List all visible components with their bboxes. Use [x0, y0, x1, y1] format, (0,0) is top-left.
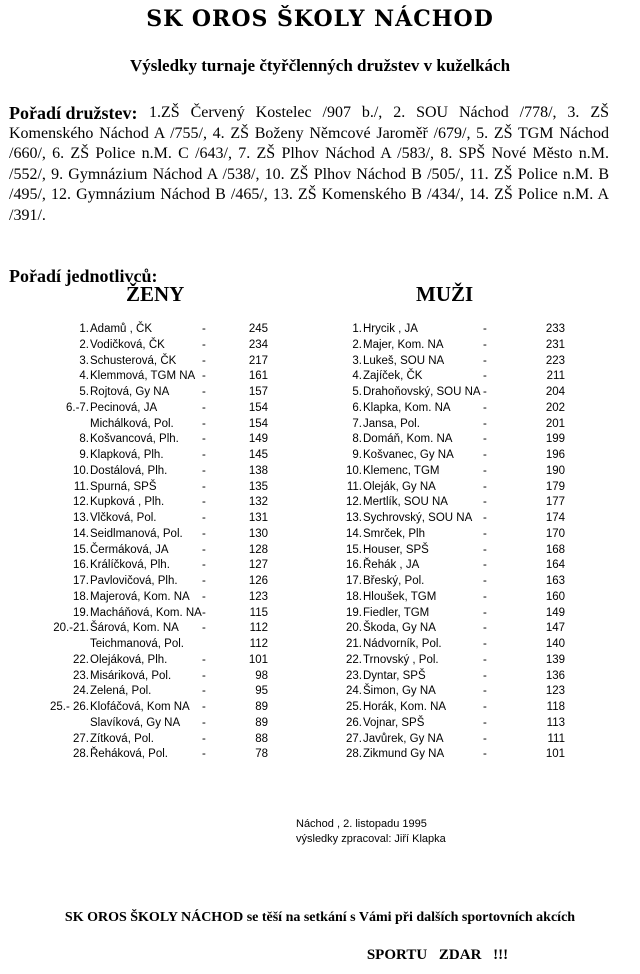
result-rank: 14. [346, 527, 362, 540]
result-score: 140 [545, 638, 565, 650]
result-dash: - [202, 480, 206, 493]
result-rank: 19. [73, 606, 89, 619]
result-score: 138 [248, 464, 268, 477]
result-rank: 2. [352, 338, 362, 351]
result-name: Košvanec, Gy NA [363, 449, 454, 461]
result-row [0, 606, 320, 621]
individuals-ranking-label: Pořadí jednotlivců: [9, 266, 158, 286]
result-dash: - [202, 716, 206, 729]
result-score: 135 [248, 480, 268, 493]
result-name: Spurná, SPŠ [90, 480, 157, 493]
result-dash: - [202, 417, 206, 430]
result-dash: - [202, 433, 206, 446]
result-row [320, 590, 640, 605]
result-name: Králíčková, Plh. [90, 559, 170, 572]
result-name: Škoda, Gy NA [363, 622, 436, 635]
result-row [320, 558, 640, 573]
result-score: 199 [545, 433, 565, 446]
result-rank: 10. [346, 464, 362, 477]
result-score: 177 [545, 496, 565, 509]
result-row [0, 574, 320, 589]
result-dash: - [483, 496, 487, 509]
result-dash: - [202, 653, 206, 666]
result-dash: - [202, 401, 206, 414]
result-dash: - [202, 370, 206, 383]
result-name: Dostálová, Plh. [90, 464, 168, 477]
result-row [0, 495, 320, 510]
result-rank: 13. [346, 512, 362, 524]
result-rank: 12. [346, 496, 362, 509]
result-dash: - [483, 606, 487, 619]
result-dash: - [483, 732, 487, 745]
men-results-list [320, 322, 640, 772]
result-row [320, 401, 640, 416]
result-name: Trnovský , Pol. [363, 653, 439, 666]
result-score: 196 [545, 449, 565, 461]
result-rank: 8. [352, 433, 362, 446]
result-rank: 22. [346, 653, 362, 666]
result-row [320, 543, 640, 558]
result-name: Majer, Kom. NA [363, 338, 444, 351]
result-row [0, 480, 320, 495]
teams-ranking-label: Pořadí družstev: [9, 103, 138, 123]
result-dash: - [483, 464, 487, 477]
result-score: 139 [545, 653, 565, 666]
result-name: Vodičková, ČK [90, 338, 165, 351]
result-name: Hloušek, TGM [363, 590, 437, 603]
result-name: Nádvorník, Pol. [363, 638, 442, 650]
result-name: Seidlmanová, Pol. [90, 527, 183, 540]
result-row [0, 590, 320, 605]
result-rank: 5. [79, 386, 89, 398]
result-score: 202 [545, 401, 565, 414]
closing-invitation: SK OROS ŠKOLY NÁCHOD se těší na setkání s Vámi při dalších sportovních akcích [64, 910, 576, 925]
result-score: 115 [249, 606, 268, 619]
result-rank: 4. [352, 370, 362, 383]
result-dash: - [483, 370, 487, 383]
result-name: Schusterová, ČK [90, 354, 177, 367]
result-score: 164 [545, 559, 565, 572]
result-name: Sychrovský, SOU NA [363, 512, 473, 524]
result-score: 168 [545, 543, 565, 556]
result-rank: 11. [346, 480, 362, 493]
result-name: Vlčková, Pol. [90, 512, 157, 524]
result-score: 170 [545, 527, 565, 540]
result-score: 223 [545, 354, 565, 367]
result-name: Klapka, Kom. NA [363, 401, 451, 414]
result-score: 147 [545, 622, 565, 635]
result-dash: - [202, 748, 206, 761]
result-name: Řehák , JA [363, 559, 420, 572]
result-row [0, 511, 320, 526]
result-row [0, 747, 320, 762]
result-rank: 28. [73, 748, 89, 761]
result-rank: 17. [73, 575, 89, 587]
result-rank: 7. [352, 417, 362, 430]
result-rank: 8. [79, 433, 89, 446]
result-score: 217 [248, 354, 268, 367]
result-rank: 12. [73, 496, 89, 509]
result-dash: - [483, 622, 487, 635]
result-dash: - [202, 575, 206, 587]
result-score: 149 [545, 606, 565, 619]
teams-ranking-text: 1.ZŠ Červený Kostelec /907 b./, 2. SOU Náchod /778/, 3. ZŠ Komenského Náchod A /755/, 4. ZŠ Boženy Němcové Jaroměř /679/, 5. ZŠ TGM Náchod /660/, 6. ZŠ Police n.M. C /643/, 7. ZŠ Plhov Náchod A /583/, 8. SPŠ Nové Město n.M. /552/, 9. Gymnázium Náchod A /538/, 10. ZŠ Plhov Náchod B /505/, 11. ZŠ Police n.M. B /495/, 12. Gymnázium Náchod B /465/, 13. ZŠ Komenského B /434/, 14. ZŠ Police n.M. A /391/. [9, 104, 609, 224]
result-rank: 9. [352, 449, 362, 461]
result-dash: - [202, 543, 206, 556]
result-rank: 14. [73, 527, 89, 540]
result-row [0, 432, 320, 447]
result-name: Fiedler, TGM [363, 606, 430, 619]
result-row [320, 417, 640, 432]
result-score: 233 [545, 323, 565, 335]
result-dash: - [202, 590, 206, 603]
women-results-list [0, 322, 320, 772]
result-row [0, 700, 320, 715]
result-score: 89 [255, 701, 268, 713]
result-name: Smrček, Plh [363, 527, 425, 540]
result-row [0, 385, 320, 400]
result-rank: 6.-7. [65, 401, 89, 414]
result-score: 179 [545, 480, 565, 493]
result-dash: - [483, 669, 487, 682]
result-row [0, 464, 320, 479]
result-dash: - [483, 590, 487, 603]
result-dash: - [483, 559, 487, 572]
result-row [320, 621, 640, 636]
result-dash: - [483, 685, 487, 698]
result-dash: - [202, 338, 206, 351]
result-row [320, 700, 640, 715]
result-score: 154 [248, 401, 268, 414]
result-row [320, 716, 640, 731]
club-title: SK OROS ŠKOLY NÁCHOD [146, 6, 494, 32]
result-score: 112 [249, 622, 268, 635]
result-dash: - [202, 527, 206, 540]
result-row [320, 338, 640, 353]
result-name: Kupková , Plh. [90, 496, 165, 509]
result-score: 160 [545, 590, 565, 603]
result-row [320, 637, 640, 652]
result-name: Čermáková, JA [90, 543, 169, 556]
result-rank: 25. [346, 701, 362, 713]
result-score: 231 [545, 338, 565, 351]
result-row [320, 322, 640, 337]
result-dash: - [202, 464, 206, 477]
place-date: Náchod , 2. listopadu 1995 [296, 818, 427, 830]
result-rank: 6. [352, 401, 362, 414]
result-rank: 28. [346, 748, 362, 761]
result-row [0, 369, 320, 384]
result-rank: 11. [73, 480, 89, 493]
result-score: 174 [545, 512, 565, 524]
result-name: Klofáčová, Kom NA [90, 701, 190, 713]
result-rank: 4. [79, 370, 89, 383]
result-rank: 27. [346, 732, 362, 745]
result-rank: 23. [73, 669, 89, 682]
result-dash: - [202, 386, 206, 398]
result-row [0, 716, 320, 731]
result-name: Rojtová, Gy NA [90, 386, 170, 398]
result-score: 154 [248, 417, 268, 430]
result-dash: - [202, 732, 206, 745]
result-rank: 1. [79, 323, 89, 335]
result-rank: 22. [73, 653, 89, 666]
result-rank: 15. [73, 543, 89, 556]
result-name: Slavíková, Gy NA [90, 716, 181, 729]
result-row [320, 354, 640, 369]
result-row [0, 338, 320, 353]
result-score: 234 [248, 338, 268, 351]
result-score: 132 [248, 496, 268, 509]
result-dash: - [483, 386, 487, 398]
result-score: 123 [248, 590, 268, 603]
result-row [0, 558, 320, 573]
result-name: Šárová, Kom. NA [90, 622, 179, 635]
result-dash: - [202, 559, 206, 572]
result-score: 163 [545, 575, 565, 587]
result-dash: - [483, 716, 487, 729]
result-row [0, 732, 320, 747]
result-score: 118 [546, 701, 565, 713]
result-dash: - [483, 354, 487, 367]
result-dash: - [202, 685, 206, 698]
result-dash: - [483, 417, 487, 430]
result-row [320, 747, 640, 762]
result-rank: 16. [346, 559, 362, 572]
result-name: Dyntar, SPŠ [363, 669, 426, 682]
result-name: Řeháková, Pol. [90, 748, 168, 761]
result-score: 111 [547, 732, 565, 745]
result-dash: - [202, 669, 206, 682]
result-name: Košvancová, Plh. [90, 433, 179, 446]
result-row [320, 385, 640, 400]
result-row [0, 354, 320, 369]
result-dash: - [202, 701, 206, 713]
result-dash: - [483, 575, 487, 587]
result-score: 245 [248, 323, 268, 335]
result-score: 113 [546, 716, 565, 729]
result-name: Zajíček, ČK [363, 370, 423, 383]
result-name: Klapková, Plh. [90, 449, 164, 461]
result-rank: 17. [346, 575, 362, 587]
result-row [0, 401, 320, 416]
result-name: Houser, SPŠ [363, 543, 429, 556]
result-rank: 24. [346, 685, 362, 698]
result-row [0, 653, 320, 668]
result-row [0, 621, 320, 636]
result-name: Michálková, Pol. [90, 417, 174, 430]
result-name: Pavlovičová, Plh. [90, 575, 178, 587]
result-dash: - [483, 748, 487, 761]
result-name: Šimon, Gy NA [363, 685, 436, 698]
result-score: 145 [248, 449, 268, 461]
result-score: 131 [248, 512, 268, 524]
result-name: Jansa, Pol. [363, 417, 420, 430]
result-dash: - [483, 480, 487, 493]
result-dash: - [483, 543, 487, 556]
result-score: 157 [248, 386, 268, 398]
result-name: Teichmanová, Pol. [90, 638, 184, 650]
result-score: 101 [248, 653, 268, 666]
result-dash: - [202, 622, 206, 635]
result-row [320, 669, 640, 684]
result-dash: - [202, 449, 206, 461]
result-row [320, 495, 640, 510]
result-row [320, 732, 640, 747]
result-score: 201 [545, 417, 565, 430]
result-name: Zítková, Pol. [90, 732, 154, 745]
result-name: Břeský, Pol. [363, 575, 425, 587]
result-row [0, 669, 320, 684]
result-name: Zikmund Gy NA [363, 748, 445, 761]
result-dash: - [202, 512, 206, 524]
result-score: 101 [545, 748, 565, 761]
result-row [320, 448, 640, 463]
result-name: Oleják, Gy NA [363, 480, 436, 493]
result-row [0, 637, 320, 652]
result-rank: 23. [346, 669, 362, 682]
result-name: Hrycik , JA [363, 323, 418, 335]
result-rank: 26. [346, 716, 362, 729]
result-row [0, 527, 320, 542]
results-author: výsledky zpracoval: Jiří Klapka [296, 833, 446, 845]
result-row [320, 432, 640, 447]
result-score: 211 [546, 370, 565, 383]
result-score: 88 [255, 732, 268, 745]
result-rank: 18. [346, 590, 362, 603]
men-heading: MUŽI [416, 282, 474, 306]
result-rank: 10. [73, 464, 89, 477]
result-rank: 15. [346, 543, 362, 556]
closing-cheer: SPORTU ZDAR !!! [366, 947, 509, 963]
result-name: Macháňová, Kom. NA [90, 606, 202, 619]
result-row [320, 369, 640, 384]
result-name: Mertlík, SOU NA [363, 496, 448, 509]
result-dash: - [202, 606, 206, 619]
result-score: 161 [248, 370, 268, 383]
result-rank: 20.-21. [53, 622, 89, 635]
result-row [0, 322, 320, 337]
result-dash: - [202, 354, 206, 367]
result-score: 126 [248, 575, 268, 587]
result-score: 130 [248, 527, 268, 540]
result-row [320, 684, 640, 699]
result-dash: - [483, 638, 487, 650]
result-row [0, 543, 320, 558]
result-name: Misáriková, Pol. [90, 669, 172, 682]
result-rank: 20. [346, 622, 362, 635]
result-score: 149 [248, 433, 268, 446]
result-dash: - [483, 433, 487, 446]
result-row [320, 653, 640, 668]
result-score: 123 [545, 685, 565, 698]
result-dash: - [483, 527, 487, 540]
result-dash: - [483, 701, 487, 713]
result-name: Klemmová, TGM NA [90, 370, 196, 383]
result-dash: - [202, 323, 206, 335]
result-row [320, 527, 640, 542]
result-name: Klemenc, TGM [363, 464, 440, 477]
result-score: 95 [255, 685, 268, 698]
result-rank: 27. [73, 732, 89, 745]
result-rank: 16. [73, 559, 89, 572]
result-score: 98 [255, 669, 268, 682]
result-score: 204 [545, 386, 565, 398]
result-name: Horák, Kom. NA [363, 701, 447, 713]
result-score: 136 [545, 669, 565, 682]
result-row [0, 417, 320, 432]
result-rank: 5. [352, 386, 362, 398]
result-name: Olejáková, Plh. [90, 653, 168, 666]
result-name: Drahoňovský, SOU NA [363, 386, 481, 398]
result-dash: - [483, 338, 487, 351]
result-score: 127 [248, 559, 268, 572]
tournament-subtitle: Výsledky turnaje čtyřčlenných družstev v kuželkách [129, 56, 511, 75]
result-name: Domáň, Kom. NA [363, 433, 453, 446]
result-name: Javůrek, Gy NA [363, 732, 444, 745]
result-rank: 3. [352, 354, 362, 367]
result-dash: - [483, 323, 487, 335]
result-row [320, 574, 640, 589]
result-rank: 24. [73, 685, 89, 698]
result-score: 112 [249, 638, 268, 650]
women-heading: ŽENY [126, 282, 185, 306]
result-name: Majerová, Kom. NA [90, 590, 190, 603]
result-rank: 3. [79, 354, 89, 367]
result-rank: 13. [73, 512, 89, 524]
result-rank: 18. [73, 590, 89, 603]
result-dash: - [483, 512, 487, 524]
result-row [320, 464, 640, 479]
result-row [0, 448, 320, 463]
result-rank: 25.- 26. [50, 701, 89, 713]
result-rank: 19. [346, 606, 362, 619]
result-rank: 2. [79, 338, 89, 351]
result-name: Zelená, Pol. [90, 685, 152, 698]
result-row [320, 511, 640, 526]
result-row [320, 606, 640, 621]
result-row [320, 480, 640, 495]
result-rank: 1. [352, 323, 362, 335]
result-dash: - [483, 449, 487, 461]
result-score: 128 [248, 543, 268, 556]
result-dash: - [483, 653, 487, 666]
result-dash: - [202, 496, 206, 509]
result-row [0, 684, 320, 699]
result-name: Vojnar, SPŠ [363, 716, 425, 729]
result-rank: 9. [79, 449, 89, 461]
result-score: 190 [545, 464, 565, 477]
result-name: Pecinová, JA [90, 401, 158, 414]
result-score: 89 [255, 716, 268, 729]
result-name: Adamů , ČK [90, 323, 152, 335]
result-name: Lukeš, SOU NA [363, 354, 445, 367]
result-score: 78 [255, 748, 268, 761]
result-dash: - [483, 401, 487, 414]
result-rank: 21. [346, 638, 362, 650]
